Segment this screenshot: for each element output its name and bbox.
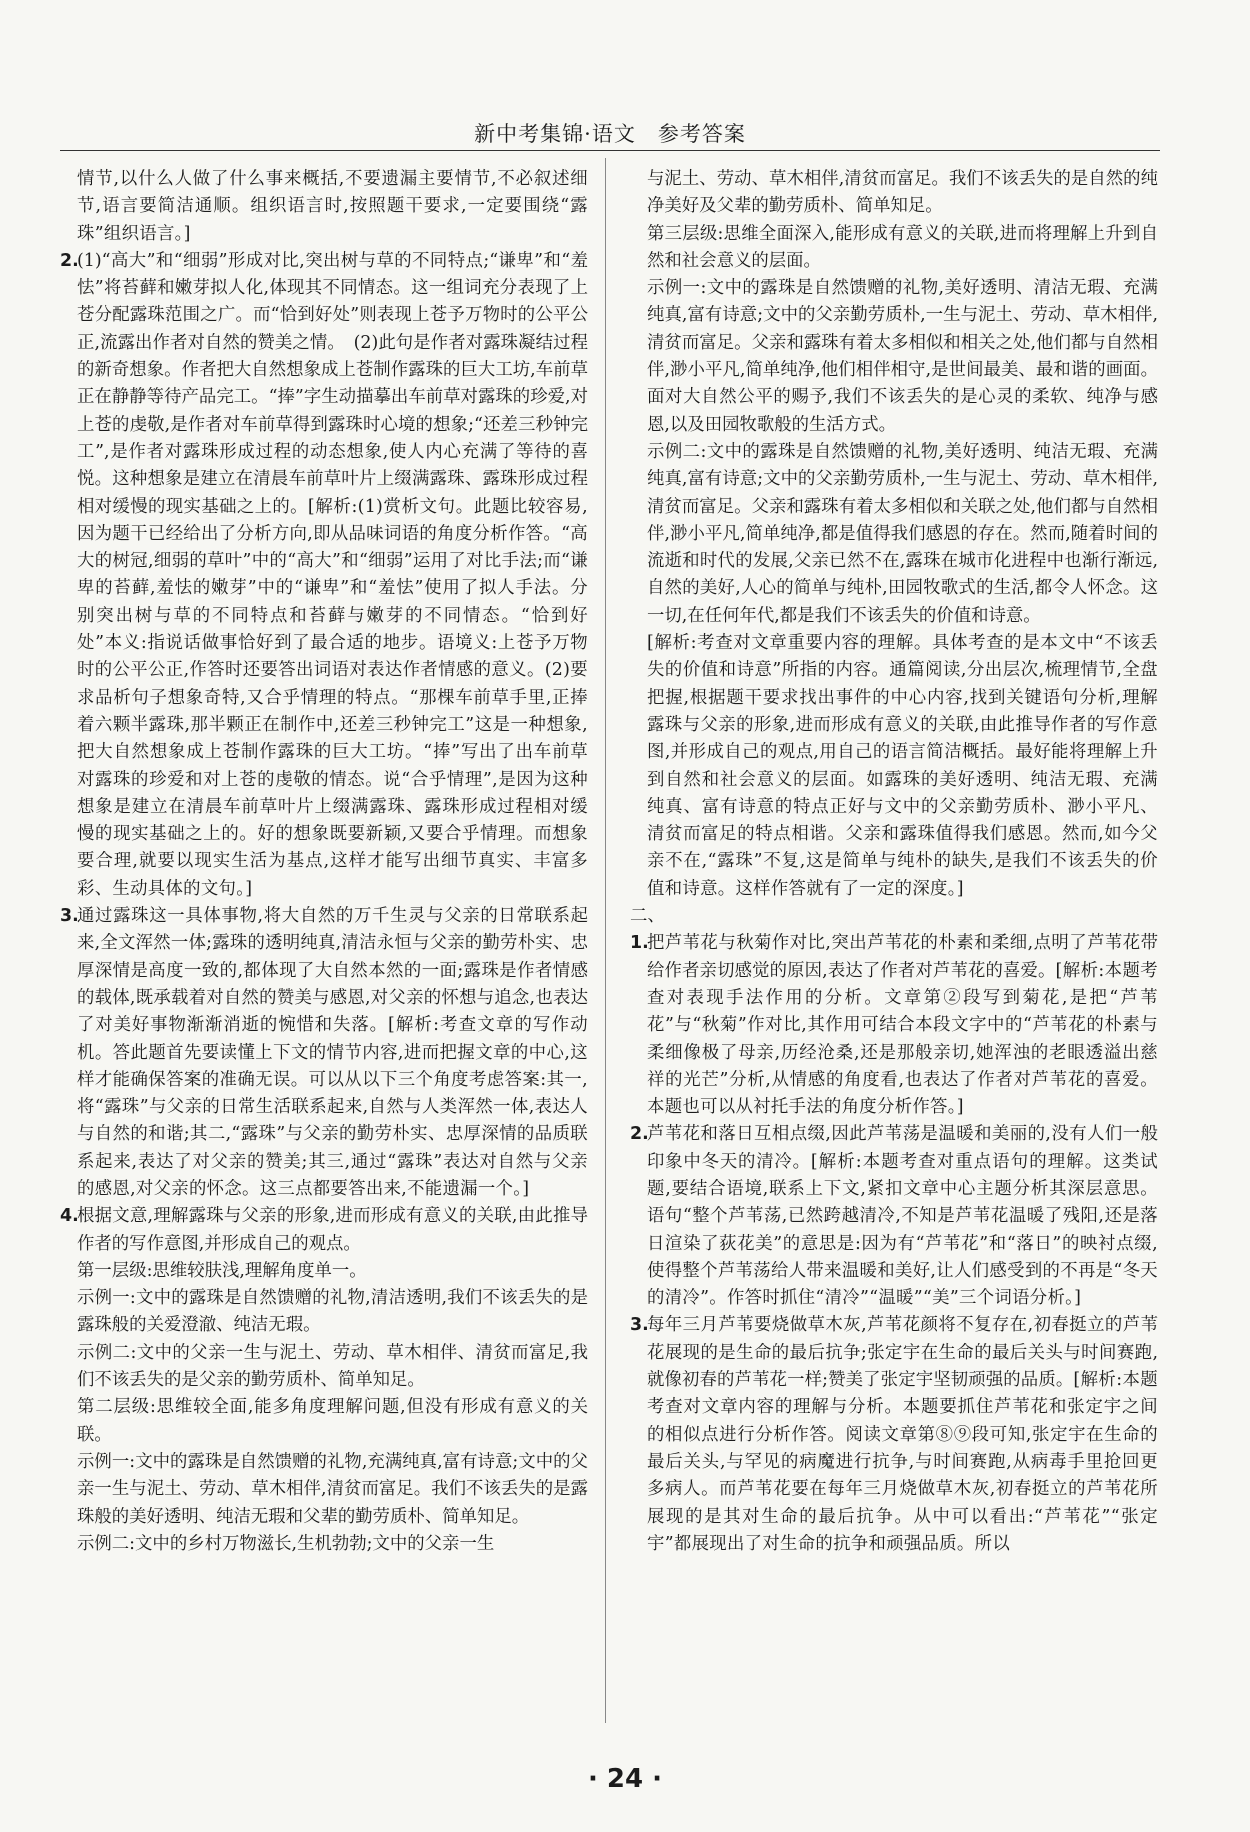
item-number: 1. (630, 933, 649, 954)
analysis-text: [解析:考查文章的写作动机。答此题首先要读懂上下文的情节内容,进而把握文章的中心,这样才能确保答案的准确无误。可以从以下三个角度考虑答案:其一,将“露珠”与父亲的日常生活联系起来,自然与人类浑然一体,表达人与自然的和谐;其二,“露珠”与父亲的勤劳朴实、忠厚深情的品质联系起来,表达了对父亲的赞美;其三,通过“露珠”表达对自然与父亲的感恩,对父亲的怀念。这三点都要答出来,不能遗漏一个。] (77, 1015, 588, 1199)
column-divider (605, 158, 606, 1723)
section2-item-1 (630, 930, 1158, 1121)
level-1-example-2: 示例二:文中的父亲一生与泥土、劳动、草木相伴、清贫而富足,我们不该丢失的是父亲的勤劳质朴、简单知足。 (77, 1342, 588, 1391)
analysis-text: [解析:(1)赏析文句。此题比较容易,因为题干已经给出了分析方向,即从品味词语的角度分析作答。“高大的树冠,细弱的草叶”中的“高大”和“细弱”运用了对比手法;而“谦卑的苔藓,羞怯的嫩芽”中的“谦卑”和“羞怯”使用了拟人手法。分别突出树与草的不同特点和苔藓与嫩芽的不同情态。“恰到好处”本义:指说话做事恰好到了最合适的地步。语境义:上苍予万物时的公平公正,作答时还要答出词语对表达作者情感的意义。(2)要求品析句子想象奇特,又合乎情理的特点。“那棵车前草手里,正捧着六颗半露珠,那半颗正在制作中,还差三秒钟完工”这是一种想象,把大自然想象成上苍制作露珠的巨大工坊。“捧”写出了出车前草对露珠的珍爱和对上苍的虔敬的情态。说“合乎情理”,是因为这种想象是建立在清晨车前草叶片上缀满露珠、露珠形成过程相对缓慢的现实基础之上的。好的想象既要新颖,又要合乎情理。而想象要合理,就要以现实生活为基点,这样才能写出细节真实、丰富多彩、生动具体的文句。] (77, 496, 588, 899)
item-number: 3. (60, 906, 79, 927)
level-3-example-1: 示例一:文中的露珠是自然馈赠的礼物,美好透明、清洁无瑕、充满纯真,富有诗意;文中的父亲勤劳质朴,一生与泥土、劳动、草木相伴,清贫而富足。父亲和露珠有着太多相似和相关之处,他们都与自然相伴,渺小平凡,简单纯净,他们相伴相守,是世间最美、最和谐的画面。面对大自然公平的赐予,我们不该丢失的是心灵的柔软、纯净与感恩,以及田园牧歌般的生活方式。 (647, 278, 1158, 435)
item-number: 3. (630, 1315, 649, 1336)
page-header: 新中考集锦·语文 参考答案 (474, 122, 746, 146)
header-rule (60, 150, 1160, 151)
analysis-text: [解析:本题考查对文章内容的理解与分析。本题要抓住芦苇花和张定宇之间的相似点进行分析作答。阅读文章第⑧⑨段可知,张定宇在生命的最后关头,与罕见的病魔进行抗争,与时间赛跑,从病毒手里抢回更多病人。而芦苇花要在每年三月烧做草木灰,初春挺立的芦苇花所展现的是其对生命的最后抗争。从中可以看出:“芦苇花”“张定宇”都展现出了对生命的抗争和顽强品质。所以 (647, 1370, 1158, 1554)
left-column (60, 166, 588, 1558)
q4-analysis: [解析:考查对文章重要内容的理解。具体考查的是本文中“不该丢失的价值和诗意”所指的内容。通篇阅读,分出层次,梳理情节,全盘把握,根据题干要求找出事件的中心内容,找到关键语句分析,理解露珠与父亲的形象,进而形成有意义的关联,由此推导作者的写作意图,并形成自己的观点,用自己的语言简洁概括。最好能将理解上升到自然和社会意义的层面。如露珠的美好透明、纯洁无瑕、充满纯真、富有诗意的特点正好与文中的父亲勤劳质朴、渺小平凡、清贫而富足的特点相谐。父亲和露珠值得我们感恩。然而,如今父亲不在,“露珠”不复,这是简单与纯朴的缺失,是我们不该丢失的价值和诗意。这样作答就有了一定的深度。] (647, 633, 1158, 899)
level-3-example-2: 示例二:文中的露珠是自然馈赠的礼物,美好透明、纯洁无瑕、充满纯真,富有诗意;文中的父亲勤劳质朴,一生与泥土、劳动、草木相伴,清贫而富足。父亲和露珠有着太多相似和关联之处,他们都与自然相伴,渺小平凡,简单纯净,都是值得我们感恩的存在。然而,随着时间的流逝和时代的发展,父亲已然不在,露珠在城市化进程中也渐行渐远,自然的美好,人心的简单与纯朴,田园牧歌式的生活,都令人怀念。这一切,在任何年代,都是我们不该丢失的价值和诗意。 (647, 441, 1158, 626)
level-2-example-2-continuation: 与泥土、劳动、草木相伴,清贫而富足。我们不该丢失的是自然的纯净美好及父辈的勤劳质朴、简单知足。 (647, 169, 1158, 217)
level-2-example-2: 示例二:文中的乡村万物滋长,生机勃勃;文中的父亲一生 (77, 1533, 495, 1554)
answer-text: 通过露珠这一具体事物,将大自然的万千生灵与父亲的日常联系起来,全文浑然一体;露珠的透明纯真,清洁永恒与父亲的勤劳朴实、忠厚深情是高度一致的,都体现了大自然本然的一面;露珠是作者情感的载体,既承载着对自然的赞美与感恩,对父亲的怀想与追念,也表达了对美好事物渐渐消逝的惋惜和失落。 (77, 906, 588, 1036)
level-3-heading: 第三层级:思维全面深入,能形成有意义的关联,进而将理解上升到自然和社会意义的层面。 (647, 223, 1158, 271)
analysis-text: [解析:本题考查对表现手法作用的分析。文章第②段写到菊花,是把“芦苇花”与“秋菊”作对比,其作用可结合本段文字中的“芦苇花的朴素与柔细像极了母亲,历经沧桑,还是那般亲切,她浑浊的老眼透溢出慈祥的光芒”分析,从情感的角度看,也表达了作者对芦苇花的喜爱。本题也可以从衬托手法的角度分析作答。] (647, 960, 1159, 1118)
level-1-heading: 第一层级:思维较肤浅,理解角度单一。 (77, 1260, 367, 1281)
page-number: · 24 · (587, 1764, 663, 1794)
answer-text: (1)“高大”和“细弱”形成对比,突出树与草的不同特点;“谦卑”和“羞怯”将苔藓和嫩芽拟人化,体现其不同情态。这一组词充分表现了上苍分配露珠范围之广。而“恰到好处”则表现上苍予万物时的公平公正,流露出作者对自然的赞美之情。 (2)此句是作者对露珠凝结过程的新奇想象。作者把大自然想象成上苍制作露珠的巨大工坊,车前草正在静静等待产品完工。“捧”字生动描摹出车前草对露珠的珍爱,对上苍的虔敬,是作者对车前草得到露珠时心境的想象;“还差三秒钟完工”,是作者对露珠形成过程的动态想象,使人内心充满了等待的喜悦。这种想象是建立在清晨车前草叶片上缀满露珠、露珠形成过程相对缓慢的现实基础之上的。 (77, 250, 588, 517)
item-number: 2. (630, 1124, 649, 1145)
section2-item-3 (630, 1312, 1158, 1558)
item-number: 2. (60, 250, 79, 271)
analysis-text: [解析:本题考查对重点语句的理解。这类试题,要结合语境,联系上下文,紧扣文章中心主题分析其深层意思。语句“整个芦苇荡,已然跨越清冷,不知是芦苇花温暖了残阳,还是落日渲染了荻花美”的意思是:因为有“芦苇花”和“落日”的映衬点缀,使得整个芦苇荡给人带来温暖和美好,让人们感受到的不再是“冬天的清冷”。作答时抓住“清冷”“温暖”“美”三个词语分析。] (647, 1151, 1158, 1309)
answer-item-2 (60, 248, 588, 903)
answer-text: 每年三月芦苇要烧做草木灰,芦苇花颜将不复存在,初春挺立的芦苇花展现的是生命的最后抗争;张定宇在生命的最后关头与时间赛跑,就像初春的芦苇花一样;赞美了张定宇坚韧顽强的品质。 (647, 1315, 1158, 1391)
level-2-heading: 第二层级:思维较全面,能多角度理解问题,但没有形成有意义的关联。 (77, 1397, 588, 1445)
level-1-example-1: 示例一:文中的露珠是自然馈赠的礼物,清洁透明,我们不该丢失的是露珠般的关爱澄澈、纯洁无瑕。 (77, 1288, 588, 1336)
answer-text: 芦苇花和落日互相点缀,因此芦苇荡是温暖和美丽的,没有人们一般印象中冬天的清冷。 (647, 1124, 1158, 1172)
answer-text: 把芦苇花与秋菊作对比,突出芦苇花的朴素和柔细,点明了芦苇花带给作者亲切感觉的原因,表达了作者对芦苇花的喜爱。 (647, 933, 1158, 981)
level-2-example-1: 示例一:文中的露珠是自然馈赠的礼物,充满纯真,富有诗意;文中的父亲一生与泥土、劳动、草木相伴,清贫而富足。我们不该丢失的是露珠般的美好透明、纯洁无瑕和父辈的勤劳质朴、简单知足。 (77, 1451, 588, 1527)
section2-item-2 (630, 1121, 1158, 1312)
item-number: 4. (60, 1206, 79, 1227)
answer-item-4 (60, 1203, 588, 1258)
right-column (630, 166, 1158, 1558)
section-heading: 二、 (630, 906, 665, 927)
answer-text: 根据文意,理解露珠与父亲的形象,进而形成有意义的关联,由此推导作者的写作意图,并形成自己的观点。 (77, 1206, 588, 1254)
q1-continuation: 情节,以什么人做了什么事来概括,不要遗漏主要情节,不必叙述细节,语言要简洁通顺。组织语言时,按照题干要求,一定要围绕“露珠”组织语言。] (77, 169, 588, 244)
answer-item-3 (60, 903, 588, 1203)
